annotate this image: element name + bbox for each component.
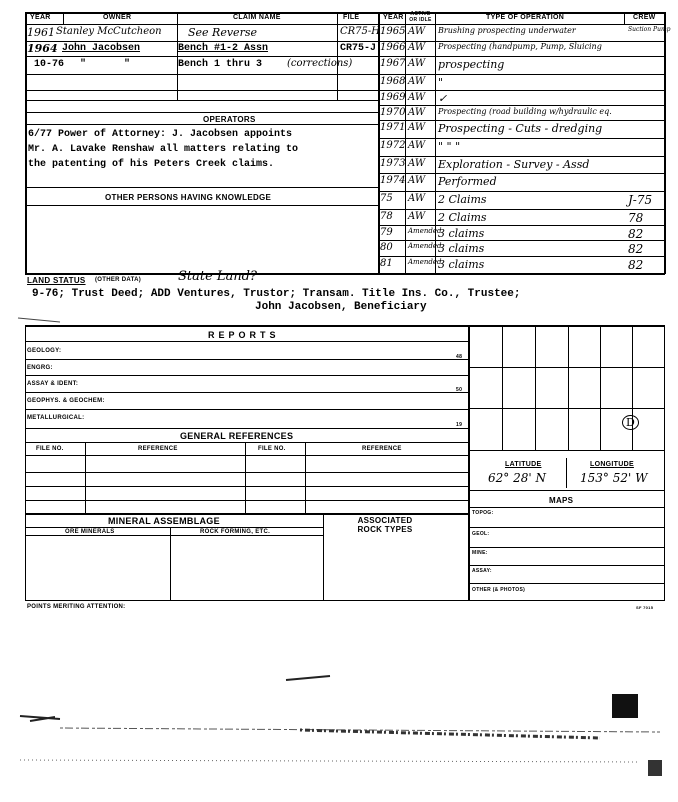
operation-type: " " " bbox=[438, 140, 461, 153]
operation-crew: Suction Pump bbox=[628, 26, 671, 33]
operation-type: 3 claims bbox=[438, 242, 485, 255]
operation-type: Prospecting - Cuts - dredging bbox=[438, 122, 603, 135]
operation-status: Amended bbox=[408, 258, 442, 266]
operators-heading: OPERATORS bbox=[203, 115, 256, 124]
header-claim-name: CLAIM NAME bbox=[233, 14, 281, 21]
claim-row-2-claim: Bench #1-2 Assn bbox=[178, 43, 269, 54]
operation-status: AW bbox=[408, 76, 426, 87]
operation-status: AW bbox=[408, 158, 426, 169]
header-active-or-idle: ACTIVE OR IDLE bbox=[409, 11, 432, 23]
operation-year: 1965 bbox=[380, 26, 406, 37]
operators-line-2: Mr. A. Lavake Renshaw all matters relating to bbox=[28, 144, 299, 155]
gen-ref-col-reference-2: REFERENCE bbox=[362, 446, 402, 452]
reports-heading: REPORTS bbox=[208, 330, 280, 340]
points-meriting-attention: POINTS MERITING ATTENTION: bbox=[27, 604, 126, 610]
operation-type: Exploration - Survey - Assd bbox=[438, 158, 590, 171]
header-file: FILE bbox=[343, 14, 360, 21]
claim-row-1-claim: See Reverse bbox=[188, 26, 257, 39]
operation-type: Brushing prospecting underwater bbox=[438, 26, 576, 35]
operation-status: AW bbox=[408, 42, 426, 53]
mineral-assemblage-heading: MINERAL ASSEMBLAGE bbox=[108, 516, 220, 526]
reports-mark-2: 50 bbox=[456, 387, 463, 393]
claim-row-3-year: 10-76 bbox=[34, 59, 65, 70]
operation-year: 1966 bbox=[380, 42, 406, 53]
claim-row-2-owner: John Jacobsen bbox=[62, 43, 141, 54]
maps-geol: GEOL: bbox=[472, 531, 490, 537]
claim-row-3-note: (corrections) bbox=[287, 58, 353, 69]
maps-assay: ASSAY: bbox=[472, 568, 492, 574]
operation-year: 1974 bbox=[380, 175, 406, 186]
grid-mark: D bbox=[622, 415, 639, 430]
operation-status: AW bbox=[408, 193, 426, 204]
operation-type: " bbox=[438, 76, 444, 89]
operation-year: 1970 bbox=[380, 107, 406, 118]
operation-type: Performed bbox=[438, 175, 497, 188]
header-year: YEAR bbox=[30, 14, 51, 21]
land-status-label: LAND STATUS bbox=[27, 276, 86, 285]
operation-year: 1968 bbox=[380, 76, 406, 87]
claim-row-3-owner-ditto: " bbox=[124, 59, 131, 70]
operation-year: 1967 bbox=[380, 58, 406, 69]
land-status-line-1: 9-76; Trust Deed; ADD Ventures, Trustor; Transam. Title Ins. Co., Trustee; bbox=[32, 288, 521, 300]
operation-year: 80 bbox=[380, 242, 393, 253]
operation-status: Amended bbox=[408, 227, 442, 235]
gen-ref-col-file-2: FILE NO. bbox=[258, 446, 286, 452]
land-status-line-2: John Jacobsen, Beneficiary bbox=[255, 301, 427, 313]
operation-status: AW bbox=[408, 122, 426, 133]
reports-mark-1: 48 bbox=[456, 354, 463, 360]
reports-engrg: ENGRG: bbox=[27, 365, 53, 371]
operation-year: 81 bbox=[380, 258, 393, 269]
header-crew: CREW bbox=[633, 14, 656, 21]
associated-rock-types: ASSOCIATED ROCK TYPES bbox=[357, 516, 413, 534]
operation-year: 1972 bbox=[380, 140, 406, 151]
claim-row-2-file: CR75-J bbox=[340, 43, 377, 54]
longitude-value: 153° 52' W bbox=[580, 471, 648, 485]
claim-row-1-file: CR75-H bbox=[340, 26, 381, 37]
operation-status: AW bbox=[408, 211, 426, 222]
reports-mark-3: 19 bbox=[456, 422, 463, 428]
longitude-label: LONGITUDE bbox=[590, 461, 634, 468]
operation-status: AW bbox=[408, 107, 426, 118]
operation-type: 3 claims bbox=[438, 227, 485, 240]
operation-status: AW bbox=[408, 140, 426, 151]
other-persons-heading: OTHER PERSONS HAVING KNOWLEDGE bbox=[105, 193, 272, 202]
operation-year: 1969 bbox=[380, 92, 406, 103]
operation-year: 78 bbox=[380, 211, 393, 222]
operation-year: 79 bbox=[380, 227, 393, 238]
gen-ref-col-file-1: FILE NO. bbox=[36, 446, 64, 452]
operation-type: 2 Claims bbox=[438, 193, 487, 206]
land-status-sub: (OTHER DATA) bbox=[95, 277, 142, 283]
reports-metallurgical: METALLURGICAL: bbox=[27, 415, 85, 421]
latitude-label: LATITUDE bbox=[505, 461, 542, 468]
maps-heading: MAPS bbox=[549, 496, 574, 505]
claim-row-3-claim: Bench 1 thru 3 bbox=[178, 59, 263, 70]
operation-status: AW bbox=[408, 92, 426, 103]
operation-type: ✓ bbox=[438, 92, 448, 105]
claim-row-3-owner: " bbox=[80, 59, 87, 70]
maps-topog: TOPOG: bbox=[472, 510, 494, 516]
operation-status: AW bbox=[408, 26, 426, 37]
operators-line-3: the patenting of his Peters Creek claims. bbox=[28, 159, 275, 170]
header-year-2: YEAR bbox=[383, 14, 404, 21]
mineral-col-rock: ROCK FORMING, ETC. bbox=[200, 529, 271, 535]
operation-type: Prospecting (road building w/hydraulic eq. bbox=[438, 107, 612, 116]
header-type-of-operation: TYPE OF OPERATION bbox=[486, 14, 565, 21]
operators-line-1: 6/77 Power of Attorney: J. Jacobsen appoints bbox=[28, 129, 293, 140]
operation-type: 2 Claims bbox=[438, 211, 487, 224]
reports-assay: ASSAY & IDENT: bbox=[27, 381, 79, 387]
claim-row-1-year: 1961 bbox=[27, 26, 55, 39]
operation-crew: 82 bbox=[628, 242, 644, 256]
gen-ref-col-reference-1: REFERENCE bbox=[138, 446, 178, 452]
operation-crew: 82 bbox=[628, 227, 644, 241]
operation-status: AW bbox=[408, 175, 426, 186]
operation-type: prospecting bbox=[438, 58, 505, 71]
header-owner: OWNER bbox=[103, 14, 132, 21]
claim-row-2-year: 1964 bbox=[27, 42, 58, 55]
general-references-heading: GENERAL REFERENCES bbox=[180, 431, 294, 441]
latitude-value: 62° 28' N bbox=[488, 471, 546, 485]
claim-row-1-owner: Stanley McCutcheon bbox=[56, 26, 162, 37]
operation-year: 75 bbox=[380, 193, 393, 204]
operation-status: AW bbox=[408, 58, 426, 69]
operation-year: 1973 bbox=[380, 158, 406, 169]
maps-mine: MINE: bbox=[472, 550, 488, 556]
operation-crew: 78 bbox=[628, 211, 644, 225]
operation-type: 3 claims bbox=[438, 258, 485, 271]
form-number: SF 7015 bbox=[636, 605, 654, 610]
reports-geology: GEOLOGY: bbox=[27, 348, 62, 354]
mineral-col-ore: ORE MINERALS bbox=[65, 529, 115, 535]
operation-status: Amended bbox=[408, 242, 442, 250]
operation-crew: J-75 bbox=[628, 193, 653, 207]
land-status-handwritten: State Land? bbox=[178, 269, 257, 284]
operation-type: Prospecting (handpump, Pump, Sluicing bbox=[438, 42, 602, 51]
maps-other: OTHER (& PHOTOS) bbox=[472, 587, 526, 593]
reports-geophys: GEOPHYS. & GEOCHEM: bbox=[27, 398, 105, 404]
operation-crew: 82 bbox=[628, 258, 644, 272]
operation-year: 1971 bbox=[380, 122, 406, 133]
